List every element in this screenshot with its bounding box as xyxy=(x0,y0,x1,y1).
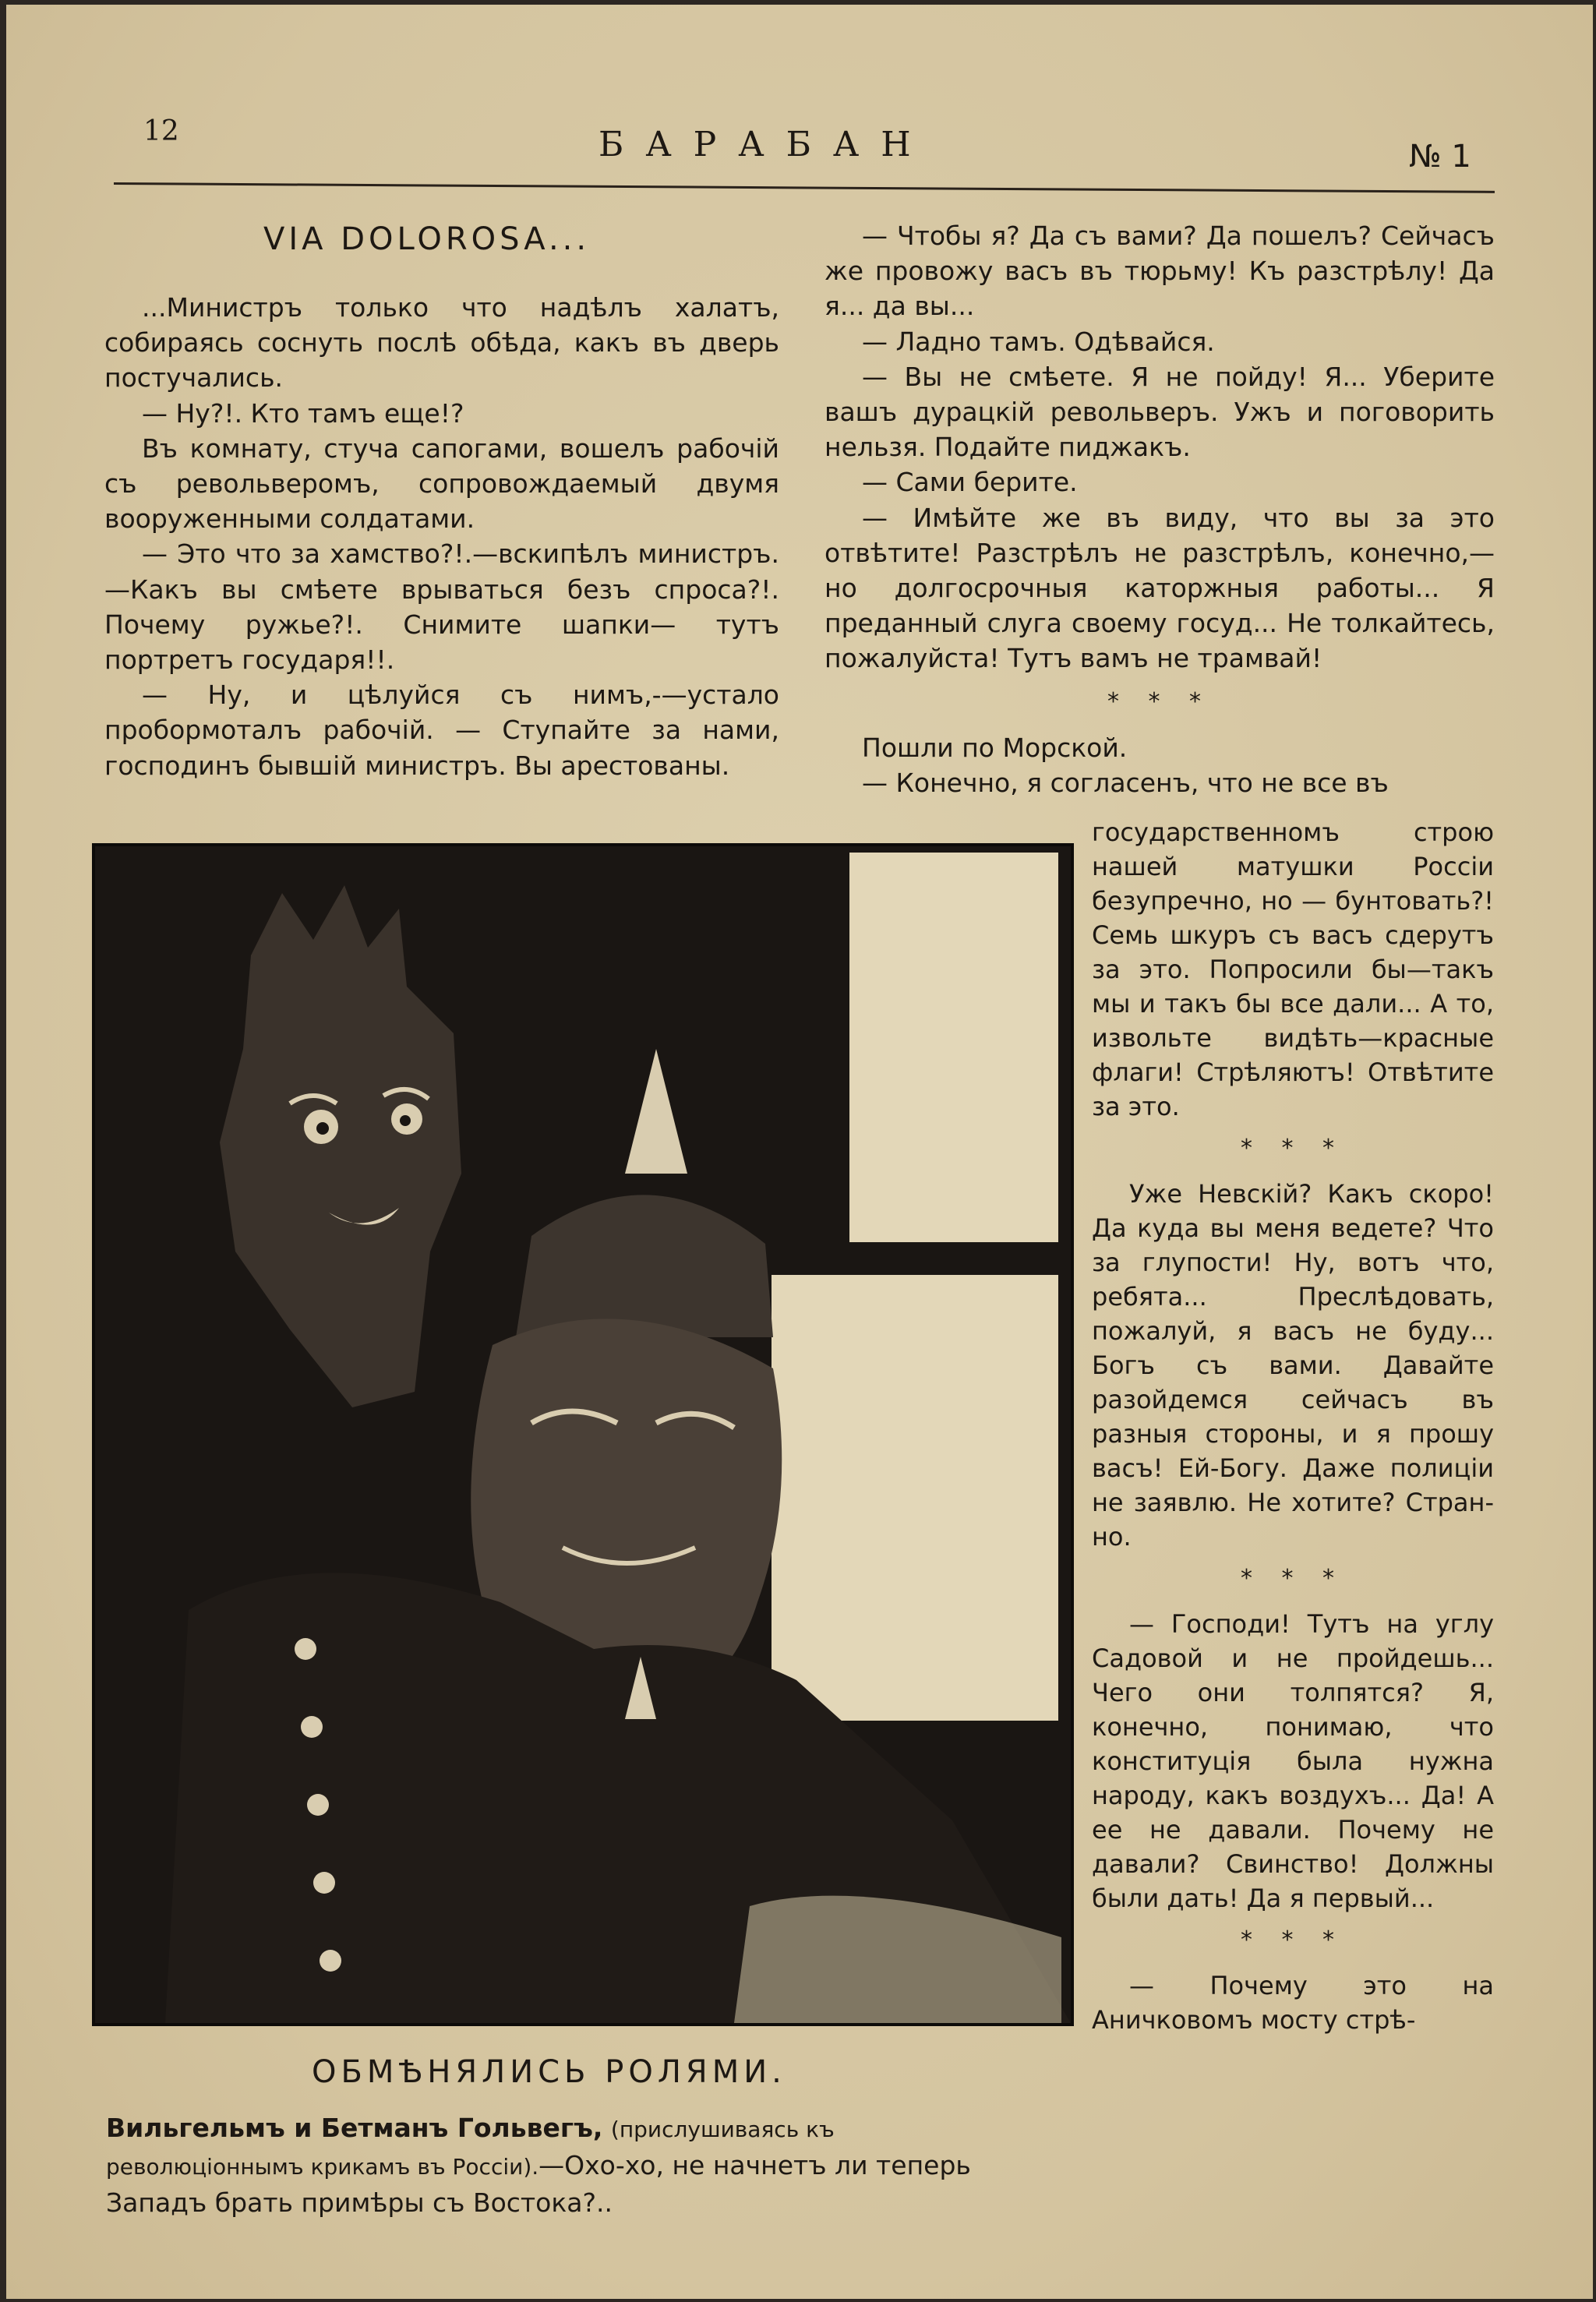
section-separator: * * * xyxy=(1240,1926,1346,1954)
issue-number: № 1 xyxy=(1409,139,1471,175)
section-separator: * * * xyxy=(1240,1135,1346,1162)
caption-speech: —Охо-хо, не начнетъ ли теперь Западъ брать примѣры съ Востока?.. xyxy=(106,2150,971,2218)
paragraph: Пошли по Морской. xyxy=(862,732,1128,763)
caption-names: Вильгельмъ и Бетманъ Гольвегъ, xyxy=(106,2113,603,2143)
cartoon-drawing xyxy=(95,846,1071,2023)
article-title: VIA DOLOROSA... xyxy=(263,221,591,257)
paragraph: — Вы не смѣете. Я не пойду! Я... Уберите вашъ дурацкій револьверъ. Ужъ и поговорить нельзя. Подайте пиджакъ. xyxy=(824,361,1495,463)
paragraph: Уже Невскій? Какъ скоро! Да куда вы меня ведете? Что за глупости! Ну, вотъ что, ребята... Преслѣдовать, пожалуй, я васъ не буду... Богъ съ вами. Давайте разойдемся сейчасъ въ разныя стороны, и я прошу васъ! Ей-Богу. Даже полиціи не заявлю. Не хотите? Стран-но. xyxy=(1092,1179,1494,1552)
narrow-column xyxy=(1092,815,1494,2037)
cartoon-title: ОБМѢНЯЛИСЬ РОЛЯМИ. xyxy=(312,2054,786,2090)
paragraph: — Ну?!. Кто тамъ еще!? xyxy=(142,397,464,429)
right-column xyxy=(824,218,1495,800)
section-separator: * * * xyxy=(1240,1565,1346,1592)
masthead-title: БАРАБАН xyxy=(598,125,933,164)
paragraph: — Почему это на Аничковомъ мосту стрѣ- xyxy=(1092,1971,1494,2035)
paragraph: — Сами берите. xyxy=(862,467,1078,498)
header-rule xyxy=(114,182,1495,193)
caption-stage-direction: (прислушиваясь къ революціоннымъ крикамъ въ Россіи). xyxy=(106,2117,835,2180)
paragraph: Въ комнату, стуча сапогами, вошелъ рабочій съ револьверомъ, сопровождаемый двумя вооруженными солдатами. xyxy=(104,433,779,535)
window-pane-lower xyxy=(772,1275,1058,1721)
paragraph: — Конечно, я согласенъ, что не все въ xyxy=(862,768,1389,799)
paragraph: государственномъ строю нашей матушки Россіи безупречно, но — бунтовать?! Семь шкуръ съ васъ сдерутъ за это. Попросили бы—такъ мы и такъ бы все дали... А то, извольте видѣть—красные флаги! Стрѣляютъ! Отвѣтите за это. xyxy=(1092,817,1494,1121)
window-pane-upper xyxy=(849,853,1058,1242)
paragraph: — Ну, и цѣлуйся съ нимъ,-—устало пробормоталъ рабочій. — Ступайте за нами, господинъ бывшій министръ. Вы арестованы. xyxy=(104,680,779,781)
newspaper-page xyxy=(6,5,1593,2299)
left-column xyxy=(104,290,779,783)
paragraph: — Имѣйте же въ виду, что вы за это отвѣтите! Разстрѣлъ не разстрѣлъ, конечно,— но долгосрочныя каторжныя работы... Я преданный слуга своему госуд... Не толкайтесь, пожалуйста! Тутъ вамъ не трамвай! xyxy=(824,502,1495,674)
cartoon-illustration xyxy=(92,843,1074,2026)
paragraph: — Чтобы я? Да съ вами? Да пошелъ? Сейчасъ же провожу васъ въ тюрьму! Къ разстрѣлу! Да я... да вы... xyxy=(824,221,1495,322)
section-separator: * * * xyxy=(1107,687,1213,715)
paragraph: — Господи! Тутъ на углу Садовой и не пройдешь... Чего они толпятся? Я, конечно, понимаю, что конституція была нужна народу, какъ воздухъ... Да! А ее не давали. Почему не давали? Свинство! Должны были дать! Да я первый... xyxy=(1092,1609,1494,1913)
paragraph: — Это что за хамство?!.—вскипѣлъ министръ.—Какъ вы смѣете врываться безъ спроса?!. Почему ружье?!. Снимите шапки— тутъ портретъ государя!!. xyxy=(104,538,779,676)
paragraph: ...Министръ только что надѣлъ халатъ, собираясь соснуть послѣ обѣда, какъ въ дверь постучались. xyxy=(104,292,779,394)
paragraph: — Ладно тамъ. Одѣвайся. xyxy=(862,326,1215,357)
cartoon-caption xyxy=(106,2110,1035,2221)
page-number: 12 xyxy=(143,115,179,147)
